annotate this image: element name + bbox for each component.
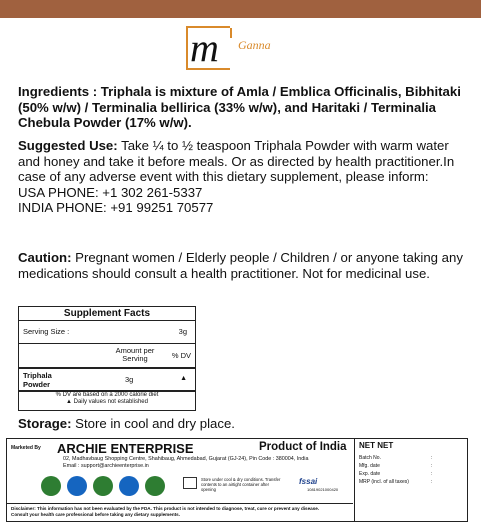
mfg-colon: : xyxy=(431,463,433,469)
fssai-logo: fssai xyxy=(299,477,318,486)
store-note: Store under cool & dry conditions. Transfer contents to an airtight container after opening xyxy=(201,477,281,492)
storage-icon xyxy=(183,477,197,489)
facts-divider xyxy=(19,367,195,369)
gmp-badge-icon xyxy=(67,476,87,496)
batch-colon: : xyxy=(431,455,433,461)
mrp-colon: : xyxy=(431,479,433,485)
facts-divider xyxy=(19,343,195,344)
logo-wordmark: Ganna xyxy=(238,38,271,52)
suggested-use-text: Take ¼ to ½ teaspoon Triphala Powder with warm water and honey and take it before meals. Or as directed by health practitioner.In case of any adverse event with this dietary supplement, please inform: xyxy=(18,138,455,185)
iso-badge-icon xyxy=(119,476,139,496)
top-color-bar xyxy=(0,0,481,18)
amount-per-serving-header: Amount per Serving xyxy=(115,346,155,363)
storage-text: Store in cool and dry place. xyxy=(71,416,235,431)
ingredients-text: Ingredients : Triphala is mixture of Amla / Emblica Officinalis, Bibhitaki (50% w/w) / Terminalia bellirica (33% w/w), and Haritaki / Terminalia Chebula Powder (17% w/w). xyxy=(18,84,461,131)
logo-letter: m xyxy=(190,25,219,70)
item-amount: 3g xyxy=(125,375,134,384)
facts-footnotes xyxy=(19,392,195,406)
company-name: ARCHIE ENTERPRISE xyxy=(57,441,194,456)
india-phone: INDIA PHONE: +91 99251 70577 xyxy=(18,200,214,216)
exp-colon: : xyxy=(431,471,433,477)
item-name: Triphala Powder xyxy=(23,371,52,389)
caution-section xyxy=(18,250,468,281)
fssai-number: 10819021000420 xyxy=(307,487,339,492)
suggested-use-heading: Suggested Use: xyxy=(18,138,118,153)
serving-size-value: 3g xyxy=(178,327,187,336)
batch-row xyxy=(359,455,459,461)
label-batch-panel xyxy=(355,439,467,521)
halal-badge-icon xyxy=(41,476,61,496)
supplement-facts-title: Supplement Facts xyxy=(19,307,195,321)
natural-badge-icon xyxy=(93,476,113,496)
mrp-row xyxy=(359,479,459,485)
company-address xyxy=(63,456,308,469)
address-line: 02, Madhavbaug Shopping Centre, Shahibaug, Ahmedabad, Gujarat (GJ-24), Pin Code : 380004, India xyxy=(63,456,309,462)
serving-size-label: Serving Size : xyxy=(23,327,70,336)
mfg-row xyxy=(359,463,459,469)
disclaimer-line-1: Disclaimer: This information has not been evaluated by the FDA. This product is not intended to diagnose, treat, cure or prevent any disease. xyxy=(11,506,320,511)
storage-section xyxy=(18,416,468,432)
batch-label: Batch No. xyxy=(359,455,381,461)
fssai-block xyxy=(299,477,351,494)
brand-logo xyxy=(186,26,296,72)
disclaimer-line-2: Consult your health care professional before taking any dietary supplements. xyxy=(11,512,180,517)
usa-phone: USA PHONE: +1 302 261-5337 xyxy=(18,184,203,200)
facts-footnote-daily: ▲ Daily values not established xyxy=(66,399,148,405)
caution-heading: Caution: xyxy=(18,250,72,265)
mrp-label: MRP (incl. of all taxes) xyxy=(359,479,409,485)
product-label-box xyxy=(6,438,468,522)
item-dv: ▲ xyxy=(180,375,187,382)
exp-row xyxy=(359,471,459,477)
net-weight-label: NET NET xyxy=(359,441,394,450)
suggested-use-section xyxy=(18,138,468,216)
mfg-label: Mfg. date xyxy=(359,463,380,469)
storage-heading: Storage: xyxy=(18,416,72,431)
disclaimer xyxy=(7,503,353,520)
email-line: Email : support@archieenterprise.in xyxy=(63,462,149,469)
dv-header: % DV xyxy=(171,351,191,360)
product-of-india: Product of India xyxy=(259,441,347,453)
caution-text: Pregnant women / Elderly people / Children / or anyone taking any medications should consult a health practitioner. Not for medicinal use. xyxy=(18,250,463,281)
facts-footnote-dv: % DV are based on a 2000 calorie diet xyxy=(55,392,159,398)
herbal-badge-icon xyxy=(145,476,165,496)
supplement-facts-panel xyxy=(18,306,196,411)
exp-label: Exp. date xyxy=(359,471,381,477)
label-company-panel xyxy=(7,439,355,521)
marketed-by-label: Marketed By xyxy=(11,445,41,451)
